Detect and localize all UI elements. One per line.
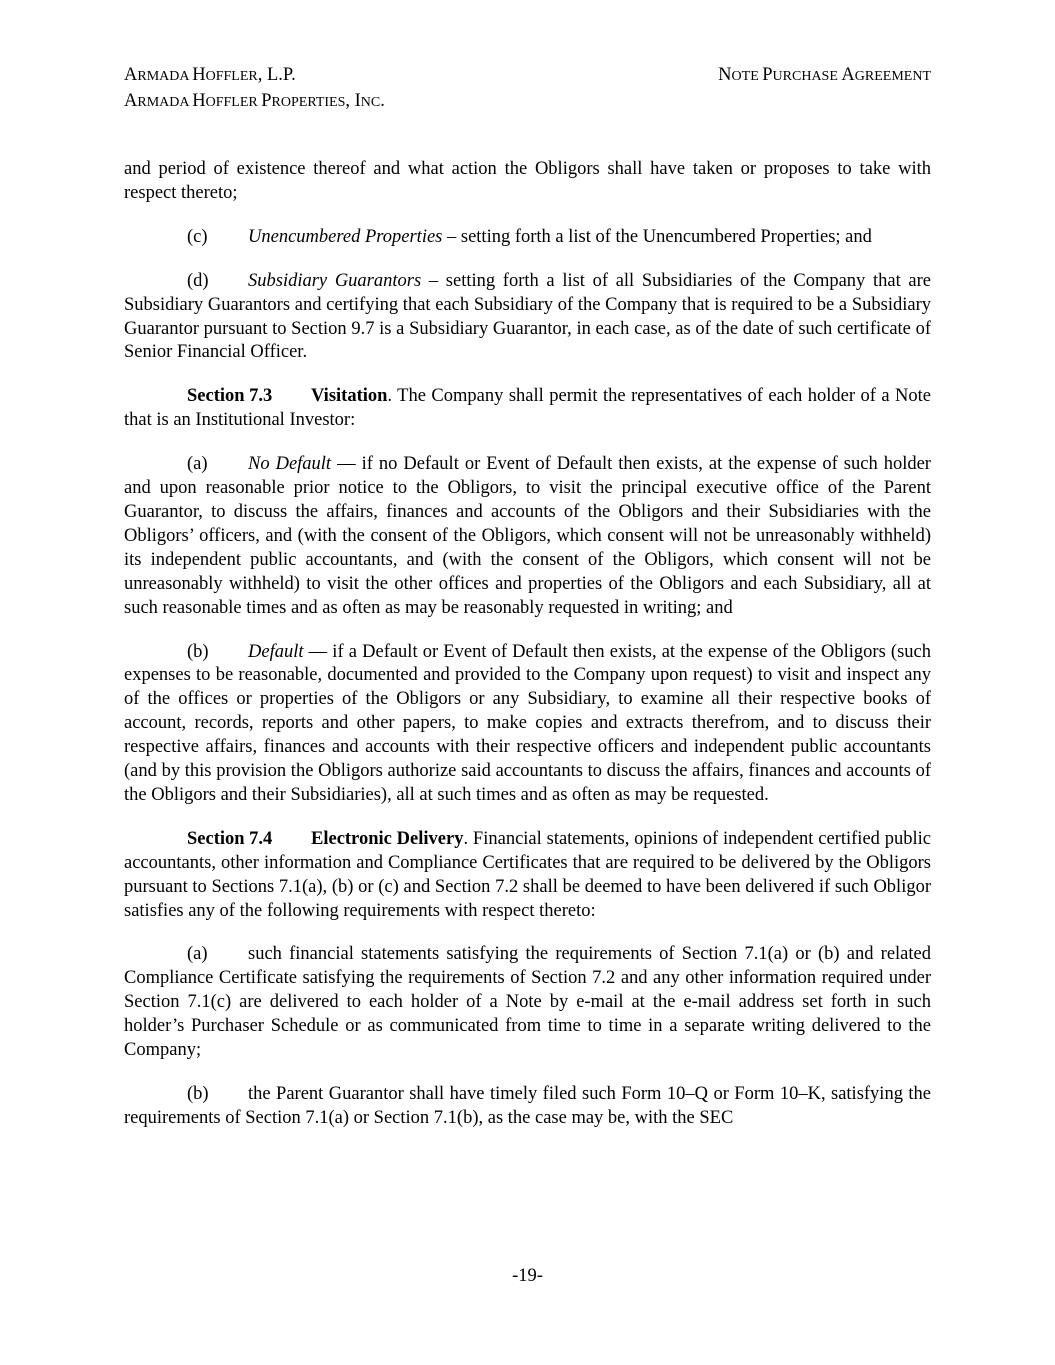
paragraph-7-3-b-default: (b) Default — if a Default or Event of Default then exists, at the expense of the Obligors (such expenses to be reasonable, documented and provided to the Company upon request) to visit and inspect any of the offices or properties of the Obligors or any Subsidiary, to examine all their respective books of account, records, reports and other papers, to make copies and extracts therefrom, and to discuss their respective affairs, finances and accounts with their respective officers and independent public accountants (and by this provision the Obligors authorize said accountants to discuss the affairs, finances and accounts of the Obligors and their Subsidiaries), all at such times and as often as may be requested. [124, 641, 931, 805]
section-7-4-electronic-delivery: Section 7.4 Electronic Delivery. Financial statements, opinions of independent certified public accountants, other information and Compliance Certificates that are required to be delivered by the Obligors pursuant to Sections 7.1(a), (b) or (c) and Section 7.2 shall be deemed to have been delivered if such Obligor satisfies any of the following requirements with respect thereto: [124, 828, 931, 921]
page-number: -19- [512, 1266, 543, 1286]
paragraph-d-subsidiary-guarantors: (d) Subsidiary Guarantors – setting forth a list of all Subsidiaries of the Company that are Subsidiary Guarantors and certifying that each Subsidiary of the Company that is required to be a Subsidiary Guarantor pursuant to Section 9.7 is a Subsidiary Guarantor, in each case, as of the date of such certificate of Senior Financial Officer. [124, 270, 931, 363]
paragraph-7-4-a: (a) such financial statements satisfying the requirements of Section 7.1(a) or (b) and related Compliance Certificate satisfying the requirements of Section 7.2 and any other information required under Section 7.1(c) are delivered to each holder of a Note by e-mail at the e-mail address set forth in such holder’s Purchaser Schedule or as communicated from time to time in a separate writing delivered to the Company; [124, 944, 931, 1061]
paragraph-continuation: and period of existence thereof and what action the Obligors shall have taken or proposes to take with respect thereto; [124, 159, 931, 203]
document-title: NOTE PURCHASE AGREEMENT [718, 65, 931, 85]
company-name-line1: ARMADA HOFFLER, L.P. [124, 65, 296, 85]
header-left [124, 63, 385, 115]
document-body [124, 158, 931, 1151]
paragraph-c-unencumbered-properties: (c) Unencumbered Properties – setting forth a list of the Unencumbered Properties; and [187, 226, 872, 247]
company-name-line2: ARMADA HOFFLER PROPERTIES, INC. [124, 91, 385, 111]
paragraph-7-3-a-no-default: (a) No Default — if no Default or Event of Default then exists, at the expense of such holder and upon reasonable prior notice to the Obligors, to visit the principal executive office of the Parent Guarantor, to discuss the affairs, finances and accounts of the Obligors and their Subsidiaries with the Obligors’ officers, and (with the consent of the Obligors, which consent will not be unreasonably withheld) its independent public accountants, and (with the consent of the Obligors, which consent will not be unreasonably withheld) to visit the other offices and properties of the Obligors and each Subsidiary, all at such reasonable times and as often as may be reasonably requested in writing; and [124, 454, 931, 618]
paragraph-7-4-b: (b) the Parent Guarantor shall have timely filed such Form 10–Q or Form 10–K, satisfying the requirements of Section 7.1(a) or Section 7.1(b), as the case may be, with the SEC [124, 1084, 931, 1128]
section-7-3-visitation: Section 7.3 Visitation. The Company shall permit the representatives of each holder of a Note that is an Institutional Investor: [124, 386, 931, 431]
